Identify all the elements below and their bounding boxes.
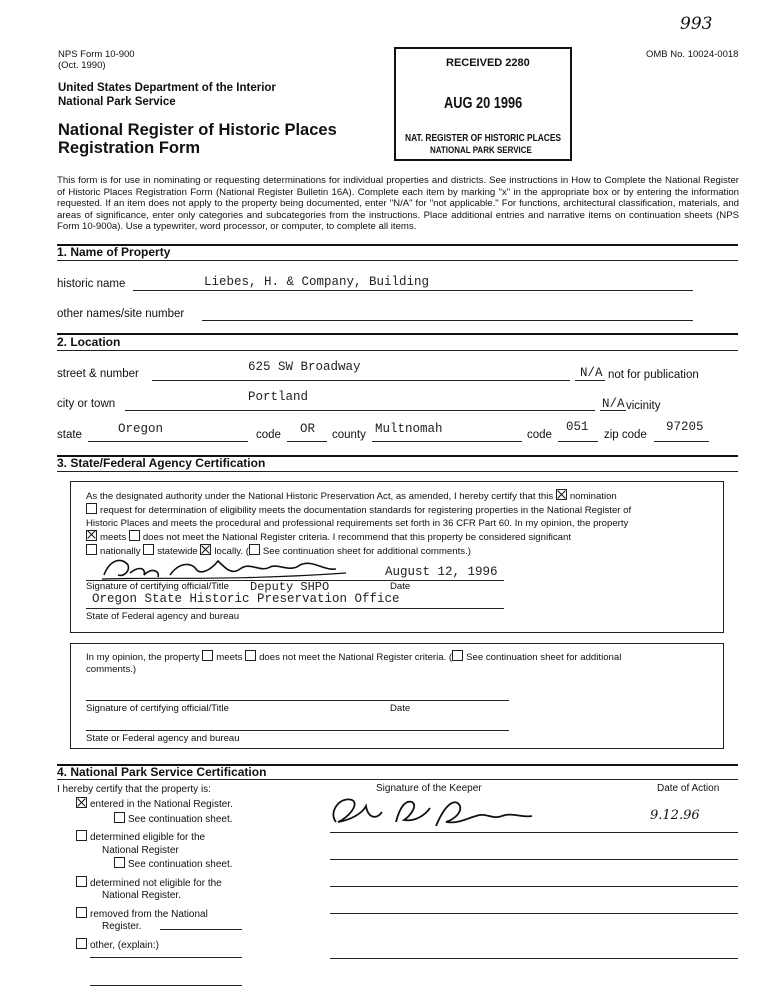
opinion-not: does not meet the National Register criteria. ( [259,652,453,663]
eligible-checkbox[interactable] [76,830,87,841]
street-label: street & number [57,368,139,380]
opinion-not-meet-checkbox[interactable] [245,650,256,661]
county-field[interactable]: Multnomah [375,422,443,436]
opinion-continuation-checkbox[interactable] [452,650,463,661]
section2-heading: 2. Location [57,335,121,349]
section4-heading: 4. National Park Service Certification [57,765,267,779]
signature-date[interactable]: August 12, 1996 [385,565,498,579]
cert-statewide: statewide [157,546,198,558]
removed-checkbox[interactable] [76,907,87,918]
locally-checkbox[interactable] [200,544,211,555]
county-code-label: code [527,429,552,441]
cert-meets: meets [100,531,127,543]
opinion-text [86,650,706,676]
cert-line2: request for determination of eligibility meets the documentation standards for registering properties in the National Register of [100,505,632,517]
form-number: NPS Form 10-900 [58,49,135,60]
statewide-checkbox[interactable] [143,544,154,555]
opinion-cont: See continuation sheet for additional [466,652,622,663]
city-label: city or town [57,398,116,410]
historic-name-field[interactable]: Liebes, H. & Company, Building [204,275,430,289]
removed2-label: Register. [102,921,142,932]
cert-nationally: nationally [100,546,141,558]
county-label: county [332,429,366,441]
action-label: Date of Action [657,783,720,794]
page-subtitle: Registration Form [58,139,201,157]
section1-heading: 1. Name of Property [57,245,171,259]
received-stamp [394,47,572,161]
see-continuation1-checkbox[interactable] [114,812,125,823]
zip-label: zip code [604,429,647,441]
stamp-received: RECEIVED 2280 [446,57,530,69]
stamp-line1: NAT. REGISTER OF HISTORIC PLACES [405,133,562,144]
opinion-meets: meets [216,652,243,663]
eligible1-label: determined eligible for the [90,832,206,843]
see1-label: See continuation sheet. [128,813,233,825]
agency-line2: National Park Service [58,96,176,108]
vicinity-label: vicinity [626,400,661,412]
entered-label: entered in the National Register. [90,799,233,810]
signature-label: Signature of certifying official/Title [86,581,229,592]
not-eligible-checkbox[interactable] [76,876,87,887]
county-code-field[interactable]: 051 [566,420,589,434]
request-checkbox[interactable] [86,503,97,514]
cert-continuation: See continuation sheet for additional comments.) [262,546,471,558]
other-label: other, (explain:) [90,939,159,951]
opinion-line1: In my opinion, the property [86,652,200,663]
other-checkbox[interactable] [76,938,87,949]
entered-checkbox[interactable] [76,797,87,808]
street-field[interactable]: 625 SW Broadway [248,360,361,374]
not-for-publication-label: not for publication [608,369,699,381]
nationally-checkbox[interactable] [86,544,97,555]
state-field[interactable]: Oregon [118,422,164,436]
does-not-meet-checkbox[interactable] [129,530,140,541]
other-names-label: other names/site number [57,308,185,320]
cert-locally: locally. ( [214,546,249,558]
see-continuation2-checkbox[interactable] [114,857,125,868]
signature-title-typed[interactable]: Deputy SHPO [250,580,330,594]
agency-typed[interactable]: Oregon State Historic Preservation Office [92,592,400,606]
noteligible2-label: National Register. [102,890,181,901]
state-code-field[interactable]: OR [300,422,316,436]
zip-field[interactable]: 97205 [666,420,704,434]
agency-line1: United States Department of the Interior [58,82,276,94]
removed1-label: removed from the National [90,908,208,920]
certify-text: I hereby certify that the property is: [57,784,211,795]
date-label: Date [390,581,411,592]
opinion-line2: comments.) [86,664,137,675]
certification-text [86,489,716,558]
date2-label: Date [390,703,411,714]
intro-text: This form is for use in nominating or requesting determinations for individual properties and districts. See instructions in How to Complete the National Register of Historic Places Registration Form (National Register Bulletin 16A). Complete each item by marking "x" in the appropriate box or by entering the information requested. If an item does not apply to the property being documented, enter "N/A" for "not applicable." For functions, architectural classification, materials, and areas of significance, enter only categories and subcategories from the instructions. Place additional entries and narrative items on continuation sheets (NPS Form 10-900a). Use a typewriter, word processor, or computer, to complete all items. [57,175,739,232]
page-title: National Register of Historic Places [58,121,337,139]
signature2-label: Signature of certifying official/Title [86,703,229,714]
city-field[interactable]: Portland [248,390,309,404]
nomination-checkbox[interactable] [556,489,567,500]
handwritten-number: 993 [680,14,713,34]
cert-line1a: As the designated authority under the National Historic Preservation Act, as amended, I hereby certify that this [86,491,554,502]
noteligible1-label: determined not eligible for the [90,877,222,889]
agency-label: State of Federal agency and bureau [86,611,240,622]
see2-label: See continuation sheet. [128,859,233,870]
cert-line4: does not meet the National Register criteria. I recommend that this property be considered significant [142,531,572,543]
keeper-signature [326,792,546,842]
stamp-line2: NATIONAL PARK SERVICE [430,145,532,156]
form-date: (Oct. 1990) [58,60,106,71]
meets-checkbox[interactable] [86,530,97,541]
keeper-label: Signature of the Keeper [376,783,482,794]
opinion-meets-checkbox[interactable] [202,650,213,661]
historic-name-label: historic name [57,278,126,290]
cert-continuation-checkbox[interactable] [249,544,260,555]
omb-number: OMB No. 10024-0018 [646,49,739,60]
section3-heading: 3. State/Federal Agency Certification [57,456,266,470]
agency2-label: State or Federal agency and bureau [86,733,240,744]
cert-line1b: nomination [569,491,617,502]
stamp-date: AUG 20 1996 [444,95,523,112]
eligible2-label: National Register [102,844,179,856]
not-for-publication-value[interactable]: N/A [580,366,603,380]
cert-line3: Historic Places and meets the procedural and professional requirements set forth in 36 CFR Part 60. In my opinion, the property [86,517,629,529]
action-date[interactable]: 9.12.96 [650,808,700,823]
state-label: state [57,429,82,441]
state-code-label: code [256,429,281,441]
vicinity-value[interactable]: N/A [602,397,625,411]
